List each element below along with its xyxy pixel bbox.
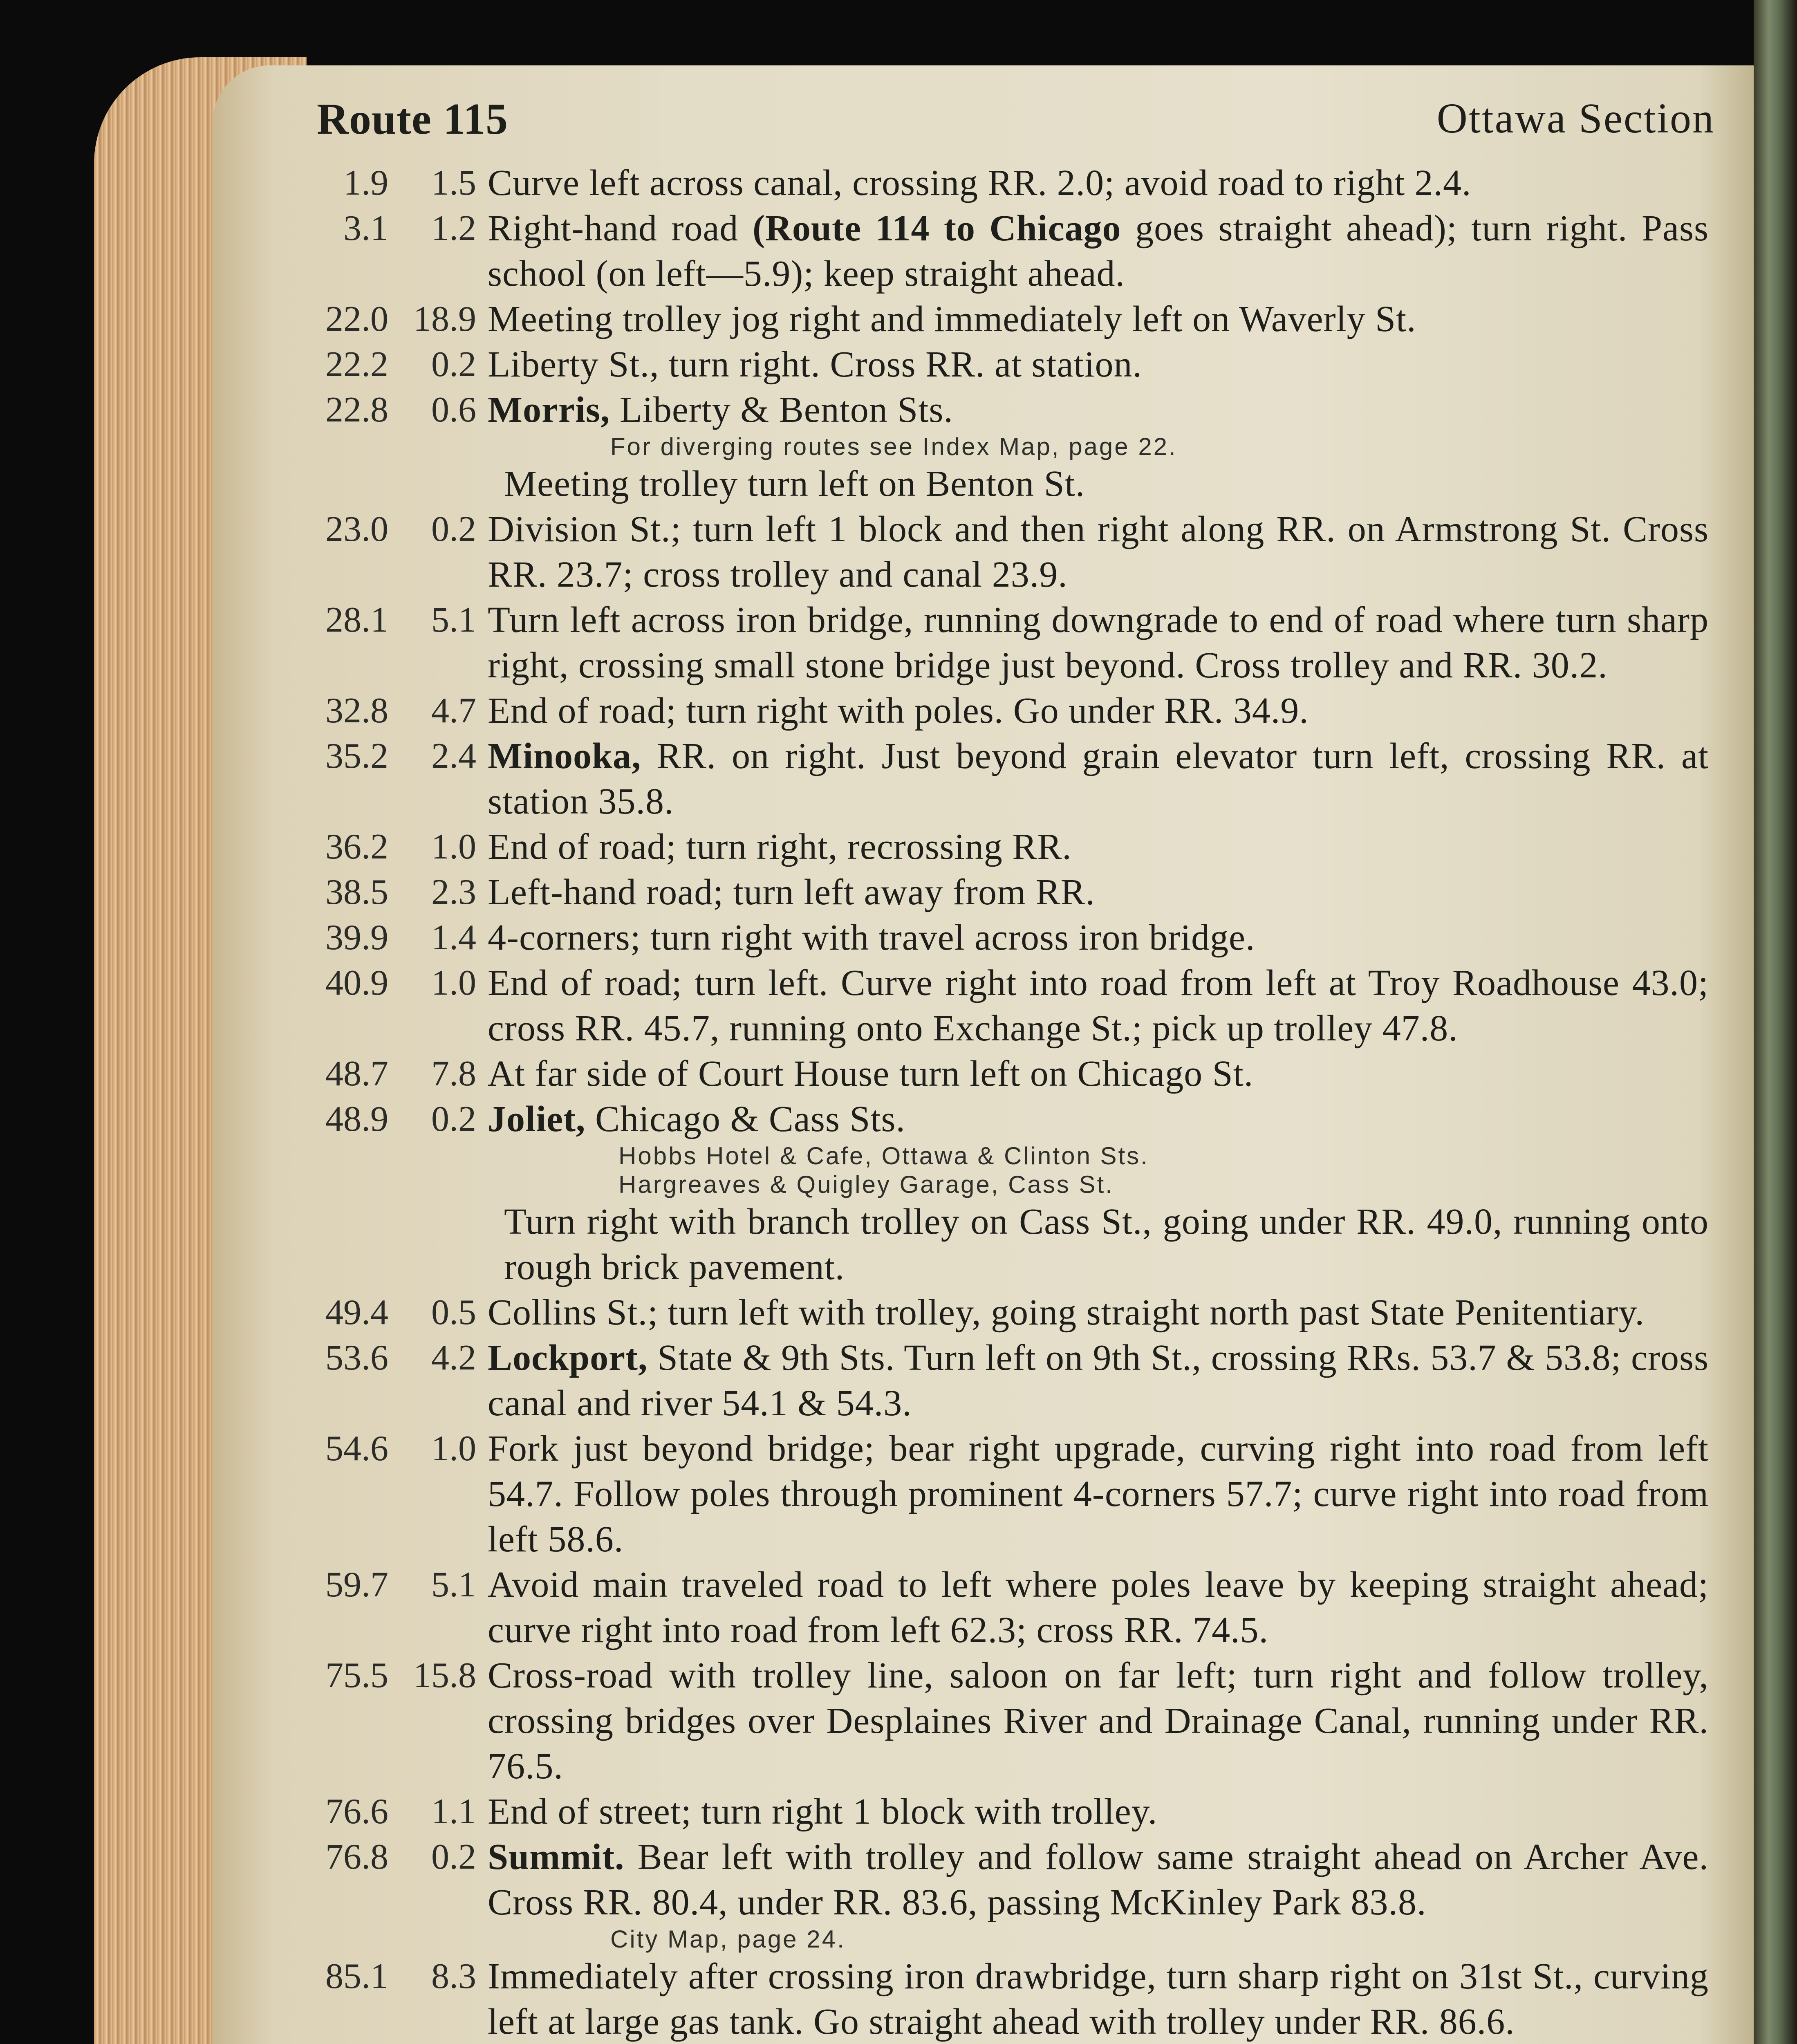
direction-text-body: End of street; turn right 1 block with trolley. bbox=[488, 1791, 1158, 1832]
intermediate-mileage: 1.0 bbox=[431, 827, 476, 867]
intermediate-mileage: 1.5 bbox=[431, 163, 476, 203]
place-name: Minooka, bbox=[488, 736, 641, 776]
direction-text-body: Chicago & Cass Sts. bbox=[585, 1099, 905, 1139]
intermediate-mileage: 4.7 bbox=[431, 691, 476, 731]
place-name: Morris, bbox=[488, 390, 610, 430]
total-mileage: 49.4 bbox=[325, 1293, 388, 1332]
route-entry bbox=[311, 870, 1709, 915]
route-entry bbox=[311, 387, 1709, 433]
direction-text bbox=[488, 1096, 1709, 1142]
total-mileage: 76.8 bbox=[325, 1837, 388, 1877]
place-name: Summit. bbox=[488, 1837, 625, 1877]
hotel-note: Hobbs Hotel & Cafe, Ottawa & Clinton Sts. bbox=[618, 1142, 1149, 1170]
direction-text bbox=[488, 1562, 1709, 1653]
intermediate-mileage: 0.5 bbox=[431, 1293, 476, 1332]
direction-text-body: Avoid main traveled road to left where poles leave by keeping straight ahead; curve right into road from left 62.3; cross RR. 74.5. bbox=[488, 1564, 1709, 1650]
intermediate-mileage: 0.2 bbox=[431, 345, 476, 384]
total-mileage: 1.9 bbox=[343, 163, 388, 203]
hotel-note: Hargreaves & Quigley Garage, Cass St. bbox=[618, 1171, 1114, 1198]
direction-text-body: Bear left with trolley and follow same straight ahead on Archer Ave. Cross RR. 80.4, under RR. 83.6, passing McKinley Park 83.8. bbox=[488, 1837, 1709, 1923]
direction-text-body: Immediately after crossing iron drawbridge, turn sharp right on 31st St., curving left at large gas tank. Go straight ahead with trolley under RR. 86.6. bbox=[488, 1956, 1709, 2042]
total-mileage: 22.8 bbox=[325, 390, 388, 430]
intermediate-mileage: 0.2 bbox=[431, 509, 476, 549]
total-mileage: 28.1 bbox=[325, 600, 388, 640]
route-entry bbox=[311, 1426, 1709, 1562]
intermediate-mileage: 0.2 bbox=[431, 1837, 476, 1877]
direction-text bbox=[488, 387, 1709, 433]
direction-text-start: Right-hand road bbox=[488, 208, 753, 249]
intermediate-mileage: 18.9 bbox=[413, 299, 476, 339]
direction-text-body: RR. on right. Just beyond grain elevator turn left, crossing RR. at station 35.8. bbox=[488, 736, 1709, 822]
direction-text-body: goes straight ahead); turn right. Pass school (on left—5.9); keep straight ahead. bbox=[488, 208, 1709, 294]
place-name: (Route 114 to Chicago bbox=[752, 208, 1121, 249]
total-mileage: 59.7 bbox=[325, 1565, 388, 1605]
route-title: Route 115 bbox=[317, 95, 508, 143]
direction-text-body: Division St.; turn left 1 block and then right along RR. on Armstrong St. Cross RR. 23.7; cross trolley and canal 23.9. bbox=[488, 509, 1709, 595]
total-mileage: 75.5 bbox=[325, 1656, 388, 1695]
direction-text bbox=[488, 1834, 1709, 1925]
direction-text bbox=[488, 870, 1709, 915]
intermediate-mileage: 1.0 bbox=[431, 963, 476, 1003]
intermediate-mileage: 1.1 bbox=[431, 1792, 476, 1831]
route-entry bbox=[311, 1051, 1709, 1096]
direction-text-body: Fork just beyond bridge; bear right upgrade, curving right into road from left 54.7. Follow poles through prominent 4-corners 57.7; curve right into road from left 58.6. bbox=[488, 1428, 1709, 1560]
direction-continuation: Meeting trolley turn left on Benton St. bbox=[504, 464, 1085, 504]
direction-text bbox=[488, 915, 1709, 960]
direction-text bbox=[488, 1290, 1709, 1335]
total-mileage: 54.6 bbox=[325, 1429, 388, 1468]
intermediate-mileage: 2.3 bbox=[431, 872, 476, 912]
direction-text bbox=[488, 733, 1709, 824]
intermediate-mileage: 8.3 bbox=[431, 1957, 476, 1996]
intermediate-mileage: 7.8 bbox=[431, 1054, 476, 1094]
route-entry bbox=[311, 1954, 1709, 2044]
route-entry bbox=[311, 296, 1709, 342]
place-name: Joliet, bbox=[488, 1099, 586, 1139]
direction-text bbox=[488, 1653, 1709, 1789]
direction-text-body: Turn left across iron bridge, running downgrade to end of road where turn sharp right, crossing small stone bridge just beyond. Cross trolley and RR. 30.2. bbox=[488, 600, 1709, 686]
intermediate-mileage: 4.2 bbox=[431, 1338, 476, 1378]
page-header bbox=[317, 94, 1715, 155]
direction-text-body: State & 9th Sts. Turn left on 9th St., crossing RRs. 53.7 & 53.8; cross canal and river 54.1 & 54.3. bbox=[488, 1338, 1709, 1423]
route-entry bbox=[311, 507, 1709, 597]
route-entry bbox=[311, 597, 1709, 688]
total-mileage: 35.2 bbox=[325, 736, 388, 776]
direction-text bbox=[488, 688, 1709, 733]
intermediate-mileage: 1.0 bbox=[431, 1429, 476, 1468]
direction-text bbox=[488, 960, 1709, 1051]
total-mileage: 23.0 bbox=[325, 509, 388, 549]
direction-text-body: 4-corners; turn right with travel across iron bridge. bbox=[488, 917, 1255, 958]
route-entry bbox=[311, 1789, 1709, 1834]
direction-text bbox=[488, 1051, 1709, 1096]
route-entry bbox=[311, 160, 1709, 206]
intermediate-mileage: 2.4 bbox=[431, 736, 476, 776]
route-entry bbox=[311, 824, 1709, 870]
route-entry bbox=[311, 1335, 1709, 1426]
direction-text bbox=[488, 206, 1709, 296]
route-entry bbox=[311, 1096, 1709, 1142]
map-reference-note: City Map, page 24. bbox=[610, 1925, 846, 1953]
direction-text-body: Cross-road with trolley line, saloon on far left; turn right and follow trolley, crossing bridges over Desplaines River and Drainage Canal, running under RR. 76.5. bbox=[488, 1655, 1709, 1786]
direction-text-body: Liberty & Benton Sts. bbox=[610, 390, 953, 430]
route-entry bbox=[311, 1562, 1709, 1653]
route-entry bbox=[311, 206, 1709, 296]
intermediate-mileage: 0.2 bbox=[431, 1099, 476, 1139]
book-gutter bbox=[1754, 0, 1797, 2044]
direction-text-body: Collins St.; turn left with trolley, going straight north past State Penitentiary. bbox=[488, 1292, 1645, 1333]
direction-text bbox=[488, 507, 1709, 597]
intermediate-mileage: 5.1 bbox=[431, 1565, 476, 1605]
route-entry bbox=[311, 733, 1709, 824]
total-mileage: 39.9 bbox=[325, 918, 388, 957]
route-entry bbox=[311, 915, 1709, 960]
total-mileage: 38.5 bbox=[325, 872, 388, 912]
route-entry bbox=[311, 1290, 1709, 1335]
intermediate-mileage: 0.6 bbox=[431, 390, 476, 430]
total-mileage: 85.1 bbox=[325, 1957, 388, 1996]
direction-text-body: Liberty St., turn right. Cross RR. at station. bbox=[488, 344, 1142, 385]
direction-text bbox=[488, 1789, 1709, 1834]
total-mileage: 76.6 bbox=[325, 1792, 388, 1831]
total-mileage: 32.8 bbox=[325, 691, 388, 731]
route-entry bbox=[311, 342, 1709, 387]
intermediate-mileage: 1.4 bbox=[431, 918, 476, 957]
total-mileage: 3.1 bbox=[343, 208, 388, 248]
direction-text-body: At far side of Court House turn left on Chicago St. bbox=[488, 1053, 1254, 1094]
direction-text bbox=[488, 296, 1709, 342]
total-mileage: 22.2 bbox=[325, 345, 388, 384]
route-entry bbox=[311, 1653, 1709, 1789]
total-mileage: 22.0 bbox=[325, 299, 388, 339]
direction-text-body: End of road; turn right, recrossing RR. bbox=[488, 827, 1072, 867]
route-entry bbox=[311, 960, 1709, 1051]
direction-text bbox=[488, 342, 1709, 387]
section-title: Ottawa Section bbox=[1436, 95, 1715, 142]
total-mileage: 40.9 bbox=[325, 963, 388, 1003]
route-entry bbox=[311, 688, 1709, 733]
direction-text bbox=[488, 597, 1709, 688]
direction-text-body: End of road; turn right with poles. Go under RR. 34.9. bbox=[488, 690, 1309, 731]
direction-text bbox=[488, 1335, 1709, 1426]
direction-text bbox=[488, 1426, 1709, 1562]
intermediate-mileage: 5.1 bbox=[431, 600, 476, 640]
intermediate-mileage: 15.8 bbox=[413, 1656, 476, 1695]
route-entry bbox=[311, 1834, 1709, 1925]
total-mileage: 48.7 bbox=[325, 1054, 388, 1094]
direction-text bbox=[488, 824, 1709, 870]
direction-text bbox=[488, 1954, 1709, 2044]
total-mileage: 48.9 bbox=[325, 1099, 388, 1139]
place-name: Lockport, bbox=[488, 1338, 648, 1378]
route-directions bbox=[311, 160, 1709, 2044]
direction-continuation: Turn right with branch trolley on Cass St., going under RR. 49.0, running onto rough brick pavement. bbox=[504, 1201, 1709, 1287]
map-reference-note: For diverging routes see Index Map, page 22. bbox=[610, 433, 1177, 460]
direction-text-body: End of road; turn left. Curve right into road from left at Troy Roadhouse 43.0; cross RR. 45.7, running onto Exchange St.; pick up trolley 47.8. bbox=[488, 963, 1709, 1049]
intermediate-mileage: 1.2 bbox=[431, 208, 476, 248]
direction-text-body: Meeting trolley jog right and immediately left on Waverly St. bbox=[488, 299, 1416, 339]
direction-text-body: Left-hand road; turn left away from RR. bbox=[488, 872, 1096, 912]
total-mileage: 53.6 bbox=[325, 1338, 388, 1378]
direction-text bbox=[488, 160, 1709, 206]
direction-text-body: Curve left across canal, crossing RR. 2.0; avoid road to right 2.4. bbox=[488, 163, 1472, 203]
total-mileage: 36.2 bbox=[325, 827, 388, 867]
